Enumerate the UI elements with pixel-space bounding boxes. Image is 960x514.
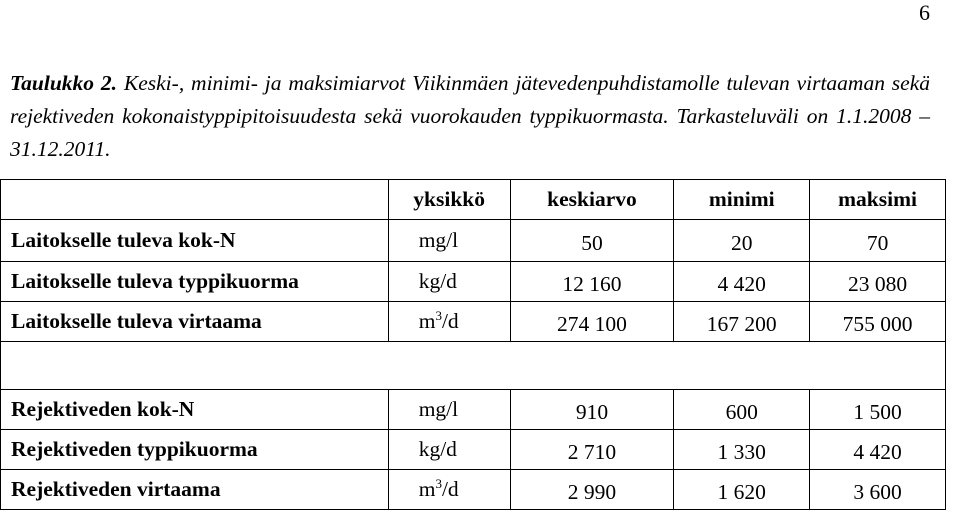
row-unit: kg/d [388, 430, 510, 470]
page-number: 6 [919, 0, 930, 25]
unit-tail: /d [441, 309, 459, 334]
row-mean: 2 710 [510, 430, 674, 470]
data-table [0, 179, 946, 510]
row-mean: 2 990 [510, 470, 674, 510]
unit-base: m [418, 309, 436, 334]
row-mean: 910 [510, 390, 674, 430]
row-name: Laitokselle tuleva virtaama [1, 302, 389, 342]
row-name: Rejektiveden typpikuorma [1, 430, 389, 470]
caption-label: Taulukko 2. [10, 71, 118, 95]
row-max: 4 420 [810, 430, 946, 470]
row-name: Rejektiveden kok-N [1, 390, 389, 430]
row-max: 3 600 [810, 470, 946, 510]
row-name: Rejektiveden virtaama [1, 470, 389, 510]
row-mean: 274 100 [510, 302, 674, 342]
row-min: 1 330 [674, 430, 810, 470]
row-unit: kg/d [388, 262, 510, 302]
table-row [1, 302, 946, 342]
header-mean: keskiarvo [510, 180, 674, 220]
row-unit [388, 302, 510, 342]
unit-base: m [418, 477, 436, 502]
row-max: 23 080 [810, 262, 946, 302]
header-min: minimi [674, 180, 810, 220]
row-min: 1 620 [674, 470, 810, 510]
row-min: 20 [674, 220, 810, 262]
table-spacer-row [1, 342, 946, 390]
row-unit: mg/l [388, 220, 510, 262]
row-min: 600 [674, 390, 810, 430]
header-unit: yksikkö [388, 180, 510, 220]
header-max: maksimi [810, 180, 946, 220]
row-max: 755 000 [810, 302, 946, 342]
table-row [1, 220, 946, 262]
row-min: 167 200 [674, 302, 810, 342]
row-mean: 50 [510, 220, 674, 262]
table-row [1, 262, 946, 302]
table-header-row [1, 180, 946, 220]
row-name: Laitokselle tuleva kok-N [1, 220, 389, 262]
unit-superscript: 3 [435, 476, 442, 492]
table-row [1, 470, 946, 510]
spacer-cell [1, 342, 946, 390]
row-max: 70 [810, 220, 946, 262]
row-mean: 12 160 [510, 262, 674, 302]
row-name: Laitokselle tuleva typpikuorma [1, 262, 389, 302]
row-min: 4 420 [674, 262, 810, 302]
unit-superscript: 3 [435, 308, 442, 324]
unit-tail: /d [441, 477, 459, 502]
table-caption [10, 67, 930, 166]
row-unit [388, 470, 510, 510]
row-unit: mg/l [388, 390, 510, 430]
table-row [1, 430, 946, 470]
caption-text: Keski-, minimi- ja maksimiarvot Viikinmäen jätevedenpuhdistamolle tulevan virtaaman sekä rejektiveden kokonaistyppipitoisuudesta sekä vuorokauden typpikuormasta. Tarkasteluväli on 1.1.2008 – 31.12.2011. [10, 71, 931, 161]
table-row [1, 390, 946, 430]
row-max: 1 500 [810, 390, 946, 430]
header-empty [1, 180, 389, 220]
